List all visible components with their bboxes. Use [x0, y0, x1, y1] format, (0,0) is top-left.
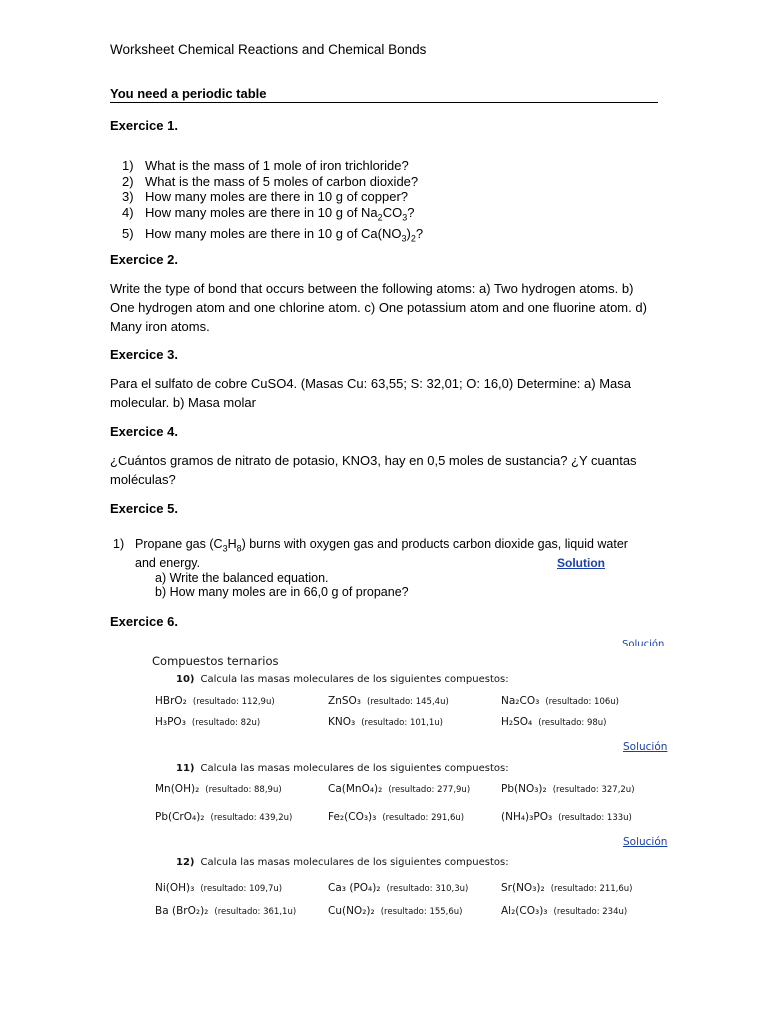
exercise-5-line-2: and energy. Solution: [135, 556, 605, 570]
compound-item: HBrO₂ (resultado: 112,9u): [155, 695, 275, 707]
question-12-heading: 12) Calcula las masas moleculares de los siguientes compuestos:: [176, 857, 509, 868]
compound-item: Ni(OH)₃ (resultado: 109,7u): [155, 882, 283, 894]
exercise-4-text: ¿Cuántos gramos de nitrato de potasio, KNO3, hay en 0,5 moles de sustancia? ¿Y cuantas moléculas?: [110, 453, 637, 487]
compound-item: Fe₂(CO₃)₃ (resultado: 291,6u): [328, 811, 465, 823]
exercise-4-title: Exercice 4.: [110, 424, 178, 439]
exercise-5-title: Exercice 5.: [110, 501, 178, 516]
exercise-3-title: Exercice 3.: [110, 347, 178, 362]
compound-item: Sr(NO₃)₂ (resultado: 211,6u): [501, 882, 633, 894]
compound-item: Ca₃ (PO₄)₂ (resultado: 310,3u): [328, 882, 469, 894]
exercise-6-title: Exercice 6.: [110, 614, 178, 629]
solution-link-cut[interactable]: Solución: [622, 639, 665, 646]
exercise-2-title: Exercice 2.: [110, 252, 178, 267]
compound-item: KNO₃ (resultado: 101,1u): [328, 716, 443, 728]
compound-item: (NH₄)₃PO₃ (resultado: 133u): [501, 811, 632, 823]
compound-item: H₃PO₃ (resultado: 82u): [155, 716, 261, 728]
compound-item: Na₂CO₃ (resultado: 106u): [501, 695, 619, 707]
list-item: 1) What is the mass of 1 mole of iron trichloride?: [122, 158, 409, 173]
exercise-1-title: Exercice 1.: [110, 118, 178, 133]
document-title: Worksheet Chemical Reactions and Chemical Bonds: [110, 42, 427, 57]
compound-item: Ba (BrO₂)₂ (resultado: 361,1u): [155, 905, 297, 917]
exercise-5-part-a: a) Write the balanced equation.: [155, 570, 329, 585]
question-11-heading: 11) Calcula las masas moleculares de los siguientes compuestos:: [176, 763, 509, 774]
compound-item: Cu(NO₂)₂ (resultado: 155,6u): [328, 905, 463, 917]
exercise-5-line-1: 1) Propane gas $(C_3H_8)$ burns with oxygen gas and products carbon dioxide gas, liquid water: [113, 537, 628, 554]
list-item: 5) How many moles are there in 10 g of $Ca(NO_3)_2$?: [122, 225, 424, 244]
exercise-2-text: Write the type of bond that occurs between the following atoms: a) Two hydrogen atoms. b) One hydrogen atom and one chlorine atom. c) One potassium atom and one fluorine atom. d) Many iron atoms.: [110, 281, 647, 334]
solution-link[interactable]: Solution: [557, 556, 605, 570]
compound-item: H₂SO₄ (resultado: 98u): [501, 716, 607, 728]
exercise-1-list: [122, 158, 423, 247]
list-item: 2) What is the mass of 5 moles of carbon dioxide?: [122, 173, 419, 189]
list-item: 4) How many moles are there in 10 g of $Na_2CO_3$?: [122, 204, 415, 223]
compound-item: Ca(MnO₄)₂ (resultado: 277,9u): [328, 783, 471, 795]
solucion-link-10[interactable]: Solución: [623, 741, 668, 753]
periodic-table-note: You need a periodic table: [110, 86, 267, 101]
header-divider: [110, 102, 658, 103]
exercise-5-block: [113, 537, 673, 600]
solucion-link-11[interactable]: Solución: [623, 836, 668, 848]
list-item: 3) How many moles are there in 10 g of copper?: [122, 189, 409, 204]
exercise-3-text: Para el sulfato de cobre CuSO4. (Masas Cu: 63,55; S: 32,01; O: 16,0) Determine: a) Masa molecular. b) Masa molar: [110, 376, 631, 410]
compound-item: Pb(CrO₄)₂ (resultado: 439,2u): [155, 811, 293, 823]
compound-item: Al₂(CO₃)₃ (resultado: 234u): [501, 905, 628, 917]
compound-item: ZnSO₃ (resultado: 145,4u): [328, 695, 449, 707]
section-title: Compuestos ternarios: [152, 654, 279, 668]
compound-item: Mn(OH)₂ (resultado: 88,9u): [155, 783, 282, 795]
compound-item: Pb(NO₃)₂ (resultado: 327,2u): [501, 783, 635, 795]
exercise-5-part-b: b) How many moles are in 66,0 g of propane?: [155, 585, 409, 599]
question-10-heading: 10) Calcula las masas moleculares de los siguientes compuestos:: [176, 674, 509, 685]
